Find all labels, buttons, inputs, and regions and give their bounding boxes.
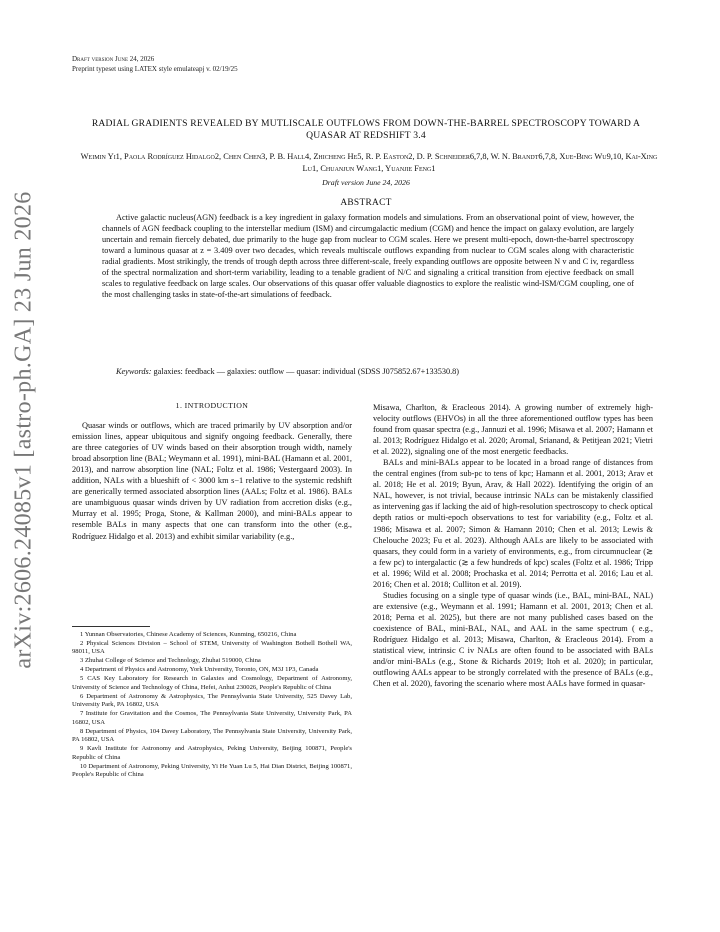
draft-version-centered: Draft version June 24, 2026 <box>322 178 410 187</box>
right-column <box>373 402 653 689</box>
paper-title: RADIAL GRADIENTS REVEALED BY MUTLISCALE OUTFLOWS FROM DOWN-THE-BARREL SPECTROSCOPY TOWARD A QUASAR AT REDSHIFT 3.4 <box>91 118 641 141</box>
arxiv-stamp-text: arXiv:2606.24085v1 [astro-ph.GA] 23 Jun 2026 <box>10 191 37 669</box>
footnote: 7 Institute for Gravitation and the Cosmos, The Pennsylvania State University, University Park, PA 16802, USA <box>72 710 352 726</box>
preprint-header <box>72 55 238 74</box>
body-paragraph: Studies focusing on a single type of quasar winds (i.e., BAL, mini-BAL, NAL) are extensive (e.g., Weymann et al. 1991; Hamann et al. 2001, 2013; Chen et al. 2018; Perna et al. 2025), but there are not many published cases based on the coexistence of BAL, mini-BAL, NAL, and AAL in the same spectrum ( e.g., Rodríguez Hidalgo et al. 2013; Misawa, Charlton, & Eracleous 2014). From a statistical view, intrinsic C iv NALs are often found to be associated with BALs and/or mini-BALs (e.g., Stone & Richards 2019; Itoh et al. 2020); in particular, outflowing AALs appear to be strongly correlated with the presence of BALs (e.g., Chen et al. 2020), favoring the scenario where most AALs have formed in quasar- <box>373 590 653 689</box>
footnote: 9 Kavli Institute for Astronomy and Astrophysics, Peking University, Beijing 100871, People's Republic of China <box>72 745 352 761</box>
section-heading-introduction: 1. INTRODUCTION <box>175 401 249 410</box>
keywords-label: Keywords: <box>116 367 152 376</box>
left-column <box>72 400 352 542</box>
keywords-text: galaxies: feedback — galaxies: outflow — quasar: individual (SDSS J075852.67+133530.8) <box>153 367 460 376</box>
author-list: Weimin Yi1, Paola Rodríguez Hidalgo2, Chen Chen3, P. B. Hall4, Zhicheng He5, R. P. Easton2, D. P. Schneider6,7,8, W. N. Brandt6,7,8, Xue-Bing Wu9,10, Kai-Xing Lu1, Chuanjun Wang1, Yuanjie Feng1 <box>80 152 658 173</box>
footnote: 4 Department of Physics and Astronomy, York University, Toronto, ON, M3J 1P3, Canada <box>80 666 319 674</box>
body-paragraph: Misawa, Charlton, & Eracleous 2014). A growing number of extremely high-velocity outflows (EHVOs) in all the three aforementioned outflow types has been found from quasar spectra (e.g., Jannuzi et al. 1996; Misawa et al. 2007; Hamann et al. 2013; Rodríguez Hidalgo et al. 2020; Aromal, Srianand, & Petitjean 2021; Vietri et al. 2022), signaling one of the most energetic feedbacks. <box>373 403 653 457</box>
footnote: 3 Zhuhai College of Science and Technology, Zhuhai 519000, China <box>80 657 261 665</box>
body-paragraph: BALs and mini-BALs appear to be located in a broad range of distances from the central engines (from sub-pc to tens of kpc; Hamann et al. 2001, 2013; Arav et al. 2018; He et al. 2019; Byun, Arav, & Hall 2022). Identifying the origin of an NAL, however, is not trivial, because intrinsic NALs can be mistakenly classified as intervening gas if lacking the aid of high-resolution spectroscopy to check optical depth ratios or multi-epoch observations to test for variability (e.g., Foltz et al. 1986; Misawa et al. 2007; Simon & Hamann 2010; Chen et al. 2013; Lewis & Chelouche 2023; Fu et al. 2023). Although AALs are likely to be associated with quasars, they could form in a variety of environments, e.g., from circumnuclear (≳ a few pc) to intergalactic (≳ a few hundreds of kpc) scales (Foltz et al. 1986; Tripp et al. 1996; Wild et al. 2008; Prochaska et al. 2014; Perrotta et al. 2016; Lau et al. 2016; Chen et al. 2018; Culliton et al. 2019). <box>373 458 653 589</box>
footnote: 2 Physical Sciences Division – School of STEM, University of Washington Bothell Bothell WA, 98011, USA <box>72 639 352 656</box>
draft-version-line: Draft version June 24, 2026 <box>72 55 155 63</box>
intro-paragraph: Quasar winds or outflows, which are traced primarily by UV absorption and/or emission lines, appear ubiquitous and signify ongoing feedback. Generally, there are three categories of UV winds based on their absorption trough width, namely broad absorption line (BAL; Weymann et al. 1991), mini-BAL (Hamann et al. 2001, 2013), and narrow absorption line (NAL; Foltz et al. 1986; Vestergaard 2003). In addition, NALs with a blueshift of < 3000 km s−1 relative to the systemic redshift are generically termed associated absorption lines (AALs; Foltz et al. 1986). BALs are unambiguous quasar winds driven by UV radiation from accretion disks (e.g., Murray et al. 1995; Proga, Stone, & Kallman 2000), and mini-BALs appear to resemble BALs in many aspects that one can transform into the other (e.g., Rodríguez Hidalgo et al. 2013) and exhibit similar variability (e.g., <box>72 421 352 541</box>
abstract-heading: ABSTRACT <box>340 198 392 208</box>
footnote: 1 Yunnan Observatories, Chinese Academy of Sciences, Kunming, 650216, China <box>80 631 297 638</box>
affiliation-footnotes <box>72 631 352 780</box>
footnote-rule <box>72 626 150 627</box>
footnote: 5 CAS Key Laboratory for Research in Galaxies and Cosmology, Department of Astronomy, University of Science and Technology of China, Hefei, Anhui 230026, People's Republic of China <box>72 675 352 691</box>
abstract-text: Active galactic nucleus(AGN) feedback is a key ingredient in galaxy formation models and simulations. From an observational point of view, however, the channels of AGN feedback coupling to the interstellar medium (ISM) and circumgalactic medium (CGM) and hence the impact on galaxy evolution, are largely uncertain and remain fiercely debated, due primarily to the huge gap from nuclear to CGM scales. Here we present multi-epoch, down-the-barrel spectroscopy toward a luminous quasar at z = 3.409 over two decades, which reveals multiscale outflows expanding from nuclear to CGM scales along with characteristic radial gradients. Most strikingly, the trends of trough depth across three different-scale, freely expanding outflows are opposite between N v and C iv, regardless of the spectral normalization and short-term variability, leading to a tenable gradient of N/C and signaling a critical transition from ejective feedback on small scales to regulative feedback on large scales. Our observations of this quasar offer valuable diagnostics to explore the realistic wind-ISM/CGM coupling, one of the most challenging tasks in state-of-the-art simulations of feedback. <box>102 213 634 300</box>
keywords <box>102 366 642 377</box>
footnote: 10 Department of Astronomy, Peking University, Yi He Yuan Lu 5, Hai Dian District, Beijing 100871, People's Republic of China <box>72 762 352 779</box>
footnote: 8 Department of Physics, 104 Davey Laboratory, The Pennsylvania State University, University Park, PA 16802, USA <box>72 727 352 744</box>
footnote: 6 Department of Astronomy & Astrophysics, The Pennsylvania State University, 525 Davey Lab, University Park, PA 16802, USA <box>72 692 352 709</box>
preprint-line: Preprint typeset using LATEX style emulateapj v. 02/19/25 <box>72 64 238 73</box>
arxiv-stamp <box>4 191 44 669</box>
